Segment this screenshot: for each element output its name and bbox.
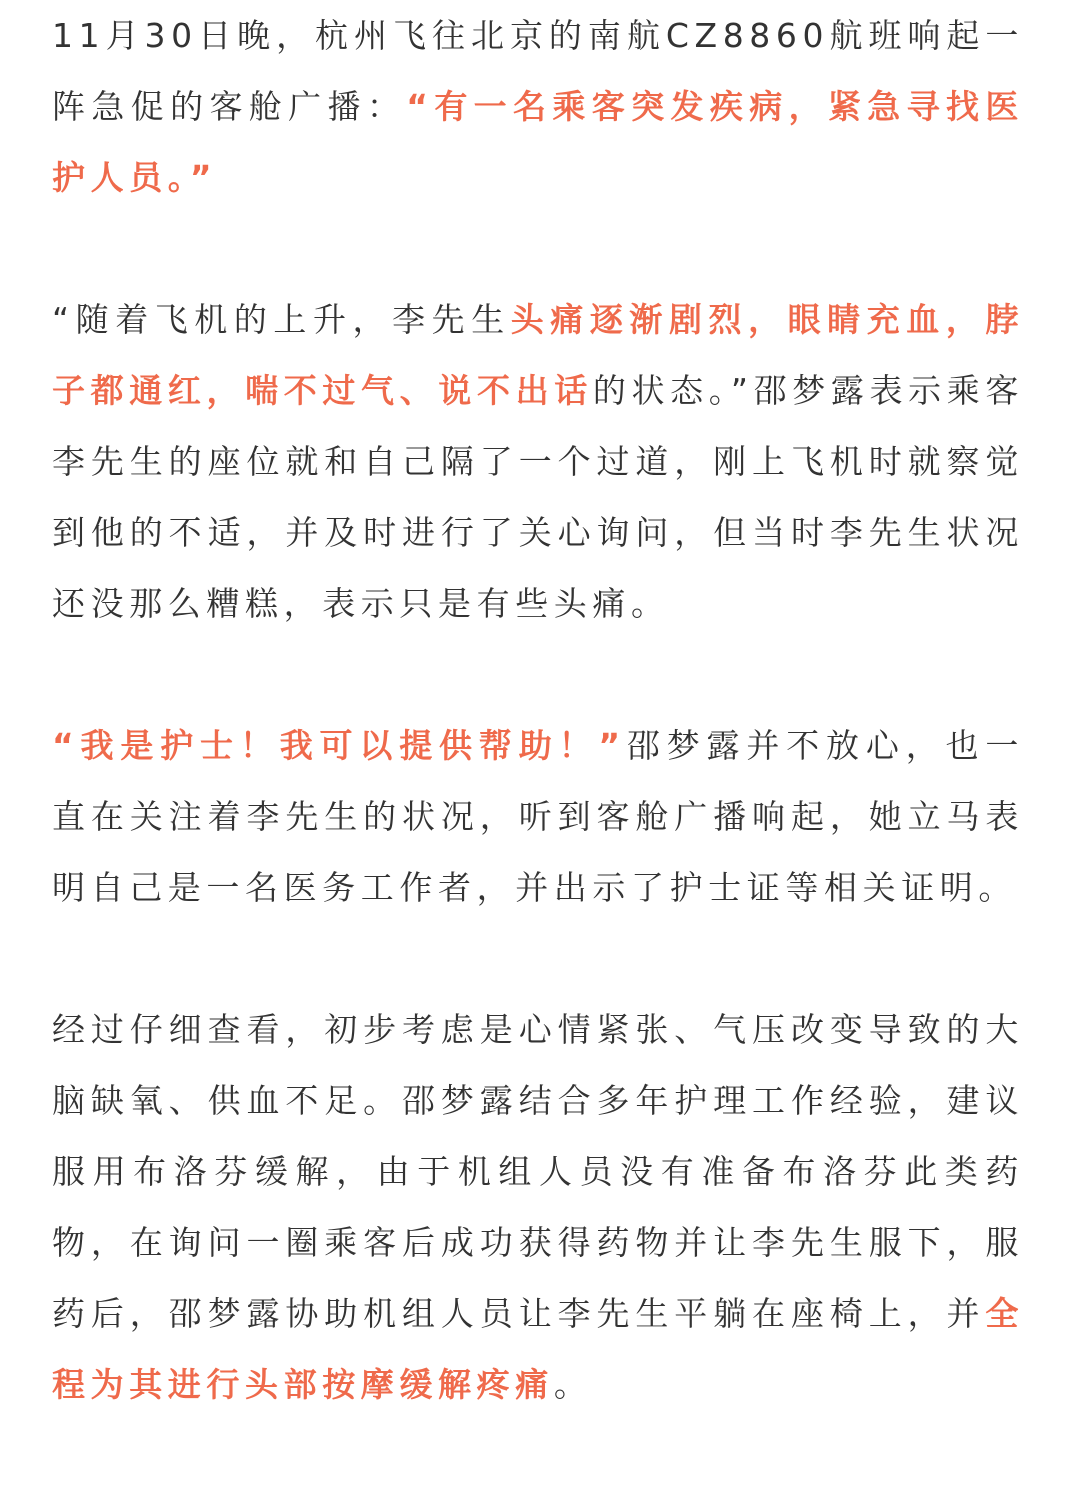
text-segment: 邵梦露并不放心，也一直在关注着李先生的状况，听到客舱广播响起，她立马表明自己是一名医务工作者，并出示了护士证等相关证明。: [52, 726, 1024, 907]
highlight-segment: “我是护士！我可以提供帮助！”: [52, 726, 626, 765]
article-body: [52, 0, 1024, 1420]
text-segment: 的状态。”邵梦露表示乘客李先生的座位就和自己隔了一个过道，刚上飞机时就察觉到他的不适，并及时进行了关心询问，但当时李先生状况还没那么糟糕，表示只是有些头痛。: [52, 371, 1025, 623]
paragraph-flight-broadcast: [52, 0, 1024, 213]
highlight-segment: “有一名乘客突发疾病，紧急寻找医护人员。”: [52, 87, 1024, 197]
paragraph-treatment: [52, 994, 1024, 1420]
text-segment: 。: [553, 1365, 593, 1404]
paragraph-passenger-symptoms: [52, 284, 1024, 639]
text-segment: 11月30日晚，杭州飞往北京的南航CZ8860航班响起一阵急促的客舱广播：: [52, 16, 1024, 126]
highlight-segment: 头痛逐渐剧烈，眼睛充血，脖子都通红，喘不过气、说不出话: [52, 300, 1024, 410]
paragraph-nurse-offer: [52, 710, 1024, 923]
text-segment: 经过仔细查看，初步考虑是心情紧张、气压改变导致的大脑缺氧、供血不足。邵梦露结合多年护理工作经验，建议服用布洛芬缓解，由于机组人员没有准备布洛芬此类药物，在询问一圈乘客后成功获得药物并让李先生服下，服药后，邵梦露协助机组人员让李先生平躺在座椅上，并: [52, 1010, 1024, 1333]
text-segment: “随着飞机的上升，李先生: [52, 300, 511, 339]
highlight-segment: 全程为其进行头部按摩缓解疼痛: [52, 1294, 1024, 1404]
